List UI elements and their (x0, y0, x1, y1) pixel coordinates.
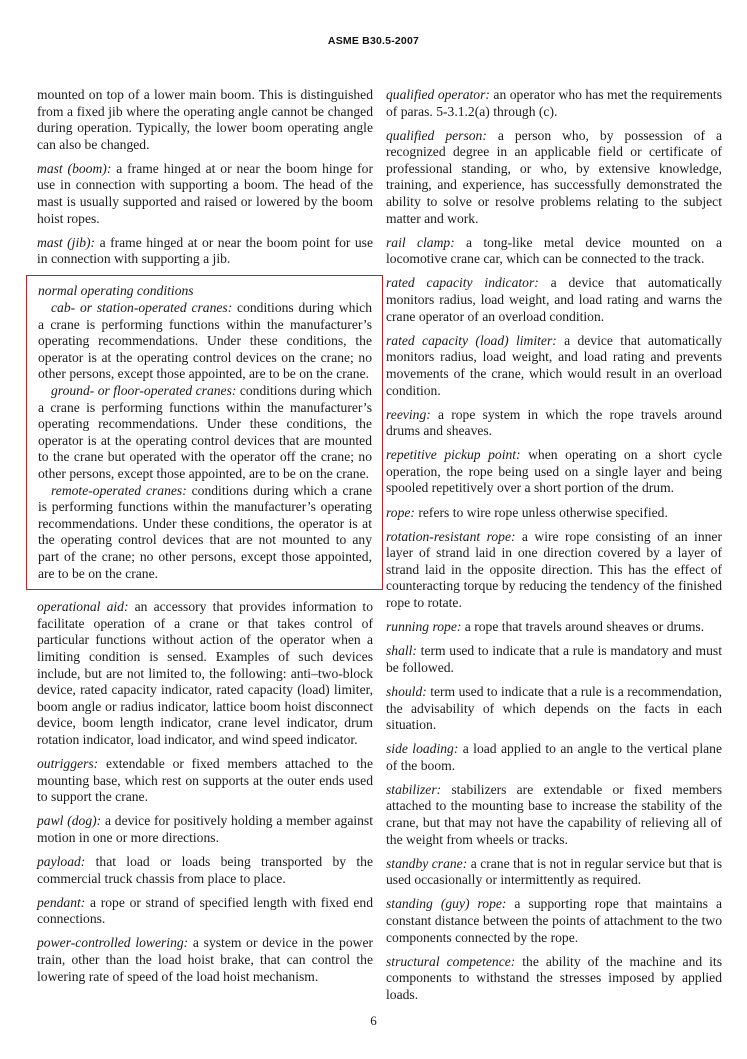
definition-should (386, 684, 722, 734)
definition: a rope or strand of specified length with fixed end connections. (37, 894, 373, 927)
page-number: 6 (370, 1013, 377, 1028)
term: stabilizer: (386, 781, 442, 797)
definition: a device that automatically monitors radius, load weight, and load rating and warns the crane operator of an overload condition. (386, 275, 722, 324)
left-column (37, 87, 373, 993)
term: remote-operated cranes: (51, 482, 187, 498)
term: reeving: (386, 406, 431, 422)
definition: a frame hinged at or near the boom point for use in connection with supporting a jib. (37, 234, 374, 267)
term: pendant: (37, 894, 86, 910)
definition-power-controlled-lowering (37, 935, 373, 985)
term: power-controlled lowering: (37, 935, 189, 951)
term: side loading: (386, 741, 459, 757)
term: rated capacity (load) limiter: (386, 332, 557, 348)
definition: a load applied to an angle to the vertical plane of the boom. (386, 741, 722, 773)
definition: refers to wire rope unless otherwise specified. (414, 504, 668, 520)
definition: conditions during which a crane is performing functions within the manufacturer’s operating recommendations. Under these conditions, the operator is at the operating control devices that are mounted to the crane but operated with the operator off the crane; no other persons, except those appointed, are to be on the crane. (38, 383, 372, 481)
definition: a person who, by possession of a recognized degree in an applicable field or certificate of professional standing, or who, by extensive knowledge, training, and experience, has successfully demonstrated the ability to solve or resolve problems relating to the subject matter and work. (386, 127, 722, 226)
subdefinition-cab-operated (38, 300, 372, 383)
definition-rated-capacity-limiter (386, 333, 722, 399)
term: qualified person: (386, 127, 487, 143)
definition: a wire rope consisting of an inner layer of strand laid in one direction covered by a layer of strand laid in the opposite direction. This has the effect of counteracting torque by reducing the tendency of the finished rope to rotate. (386, 528, 722, 611)
definition-rope (386, 505, 722, 522)
term: payload: (37, 853, 86, 869)
definition-rail-clamp (386, 235, 722, 268)
definition: stabilizers are extendable or fixed members attached to the mounting base to increase the stability of the crane, but that may not have the capability of relieving all of the weight from wheels or tracks. (386, 781, 722, 847)
definition: an accessory that provides information to facilitate operation of a crane or that takes control of particular functions without action of the operator when a limiting condition is sensed. Examples of such devices include, but are not limited to, the following: anti–two-block device, rated capacity indicator, rated capacity (load) limiter, boom angle or radius indicator, lattice boom hoist disconnect device, boom length indicator, crane level indicator, drum rotation indicator, load indicator, and wind speed indicator. (37, 599, 373, 747)
term: pawl (dog): (37, 813, 102, 829)
definition-qualified-person (386, 128, 722, 228)
definition: term used to indicate that a rule is mandatory and must be followed. (386, 643, 722, 675)
term: cab- or station-operated cranes: (51, 300, 233, 316)
term: standing (guy) rope: (386, 896, 507, 912)
term: running rope: (386, 619, 462, 635)
definition: an operator who has met the requirements of paras. 5-3.1.2(a) through (c). (386, 87, 722, 119)
running-header: ASME B30.5-2007 (327, 35, 420, 47)
definition: a frame hinged at or near the boom hinge for use in connection with supporting a boom. The head of the mast is usually supported and raised or lowered by the boom hoist ropes. (37, 160, 374, 226)
term: rotation-resistant rope: (386, 528, 516, 544)
term: should: (386, 683, 427, 699)
definition: conditions during which a crane is performing functions within the manufacturer’s operating recommendations. Under these conditions, the operator is at the operating control devices on the crane; no other persons, except those appointed, are to be on the crane. (38, 300, 372, 382)
definition-side-loading (386, 741, 722, 774)
definition: a supporting rope that maintains a constant distance between the points of attachment to the two components connected by the rope. (386, 896, 722, 945)
definition: the ability of the machine and its components to withstand the stresses imposed by applied loads. (386, 953, 723, 1002)
continuation-paragraph: mounted on top of a lower main boom. This is distinguished from a fixed jib where the operating angle cannot be changed during operation. Typically, the lower boom operating angle can also be changed. (37, 87, 373, 152)
definition-pendant (37, 895, 373, 928)
definition-payload (37, 854, 373, 887)
definition-shall (386, 643, 722, 676)
term: mast (boom): (37, 160, 112, 176)
term: rail clamp: (386, 234, 455, 250)
definition: conditions during which a crane is performing functions within the manufacturer’s operating recommendations. Under these conditions, the operator is at the operating control devices that are not mounted to any part of the crane; no other persons, except those appointed, are to be on the crane. (38, 482, 372, 581)
definition-running-rope (386, 619, 722, 636)
definition-rotation-resistant-rope (386, 529, 722, 612)
subdefinition-ground-operated (38, 383, 372, 483)
definition-reeving (386, 407, 722, 440)
definition-outriggers (37, 756, 373, 806)
term: rated capacity indicator: (386, 275, 539, 291)
term: operational aid: (37, 599, 129, 615)
definition-structural-competence (386, 954, 722, 1004)
definition-mast-boom (37, 161, 373, 227)
revision-highlight-box (26, 275, 383, 590)
boxed-term-normal-operating-conditions: normal operating conditions (38, 283, 194, 299)
definition-pawl (37, 813, 373, 846)
term: repetitive pickup point: (386, 447, 521, 463)
definition-operational-aid (37, 599, 373, 748)
term: rope: (386, 504, 415, 520)
definition-qualified-operator (386, 87, 722, 120)
term: standby crane: (386, 855, 468, 871)
definition: that load or loads being transported by the commercial truck chassis from place to place. (37, 853, 373, 886)
definition-repetitive-pickup-point (386, 447, 722, 497)
term: ground- or floor-operated cranes: (51, 383, 237, 398)
definition: a system or device in the power train, other than the load hoist brake, that can control the lowering rate of speed of the load hoist mechanism. (37, 935, 374, 984)
definition-rated-capacity-indicator (386, 275, 722, 325)
definition: a rope system in which the rope travels around drums and sheaves. (386, 406, 722, 439)
definition-stabilizer (386, 782, 722, 848)
definition: term used to indicate that a rule is a recommendation, the advisability of which depends on the facts in each situation. (386, 683, 722, 733)
definition: when operating on a short cycle operation, the rope being used on a single layer and being spooled repetitively over a short portion of the drum. (386, 447, 722, 496)
definition: a rope that travels around sheaves or drums. (461, 619, 705, 635)
definition: a device for positively holding a member against motion in one or more directions. (37, 813, 373, 845)
definition: a crane that is not in regular service but that is used occasionally or intermittently as required. (386, 855, 722, 888)
term: structural competence: (386, 953, 516, 969)
term: qualified operator: (386, 87, 490, 102)
term: shall: (386, 643, 417, 659)
definition: a device that automatically monitors radius, load weight, and load rating and prevents movements of the crane, which would result in an overload condition. (386, 332, 722, 398)
term: outriggers: (37, 755, 99, 771)
definition: a tong-like metal device mounted on a locomotive crane car, which can be connected to the track. (386, 234, 722, 267)
definition-mast-jib (37, 235, 373, 268)
definition: extendable or fixed members attached to the mounting base, which rest on supports at the outer ends used to support the crane. (37, 755, 373, 805)
definition-standby-crane (386, 856, 722, 889)
term: mast (jib): (37, 234, 96, 250)
right-column (386, 87, 722, 1011)
subdefinition-remote-operated (38, 483, 372, 583)
definition-standing-guy-rope (386, 896, 722, 946)
